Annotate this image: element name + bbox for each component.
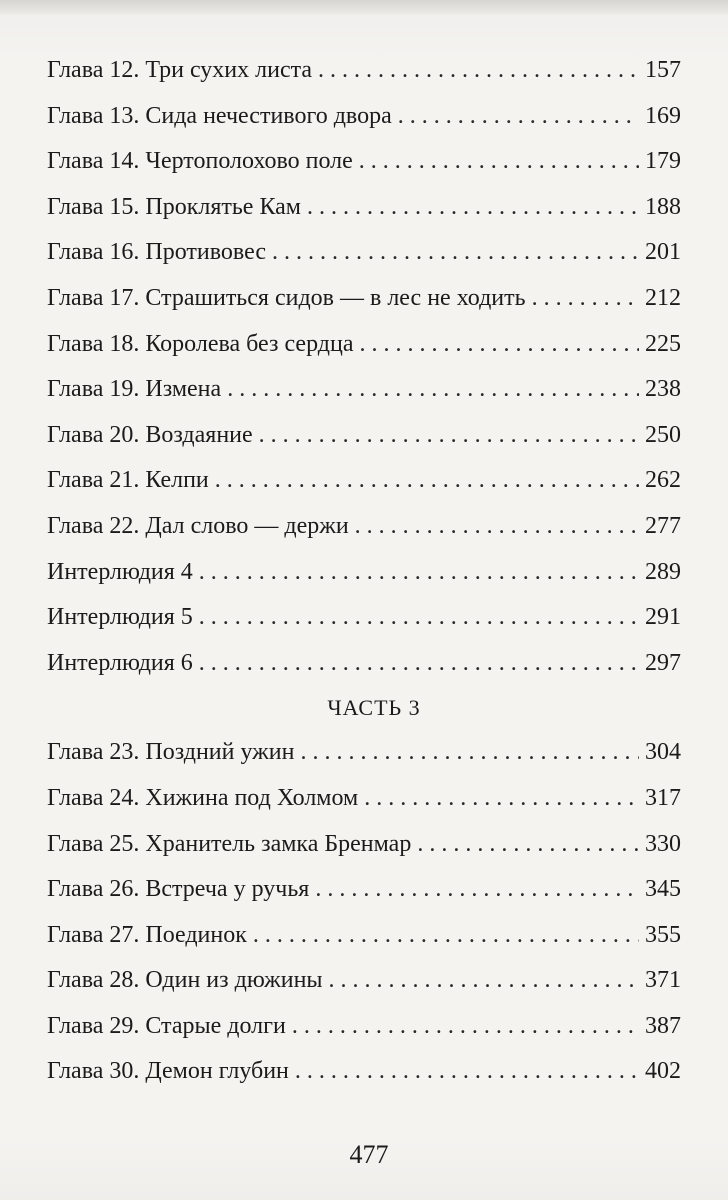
leader-dots: [295, 1049, 639, 1095]
toc-entry: [47, 413, 681, 459]
toc-entry: [47, 322, 681, 368]
toc-entry: [47, 776, 681, 822]
leader-dots: [532, 276, 639, 322]
leader-dots: [355, 504, 639, 550]
toc-entry-title: Глава 24. Хижина под Холмом: [47, 784, 359, 811]
toc-entry-page: 387: [645, 1012, 681, 1039]
leader-dots: [199, 550, 639, 596]
toc-entry-title: Глава 12. Три сухих листа: [47, 57, 313, 83]
toc-entry-page: 225: [645, 330, 681, 357]
toc-entry-page: 262: [645, 467, 681, 494]
leader-dots: [359, 322, 639, 368]
leader-dots: [359, 139, 639, 185]
toc-entry-title: Интерлюдия 6: [47, 649, 193, 676]
toc-entry: [47, 48, 681, 94]
toc-entry-page: 330: [645, 830, 681, 857]
toc-entry-page: 212: [645, 284, 681, 311]
toc-entry-title: Глава 25. Хранитель замка Бренмар: [47, 830, 412, 857]
toc-entry: [47, 958, 681, 1004]
leader-dots: [215, 458, 639, 504]
toc-entry-page: 297: [645, 649, 681, 676]
toc-entry-title: Глава 21. Келпи: [47, 467, 209, 494]
toc-entry-title: Глава 17. Страшиться сидов — в лес не ходить: [47, 284, 526, 311]
leader-dots: [199, 595, 639, 641]
toc-entry: [47, 730, 681, 776]
toc-entry-page: 250: [645, 421, 681, 448]
leader-dots: [199, 641, 639, 687]
toc-entry-title: Глава 22. Дал слово — держи: [47, 512, 349, 539]
toc-entry: [47, 458, 681, 504]
toc-entry-title: Глава 20. Воздаяние: [47, 421, 253, 448]
toc-entry: [47, 367, 681, 413]
toc-entry: [47, 822, 681, 868]
toc-entry: [47, 230, 681, 276]
toc-entry-title: Глава 19. Измена: [47, 376, 222, 403]
toc-entry: [47, 641, 681, 687]
toc-entry: [47, 276, 681, 322]
toc-entry: [47, 185, 681, 231]
toc-entry-page: 157: [645, 57, 681, 83]
toc-entry: [47, 504, 681, 550]
leader-dots: [253, 913, 639, 959]
toc-entry-title: Глава 28. Один из дюжины: [47, 967, 323, 994]
toc-entry-title: Глава 18. Королева без сердца: [47, 330, 354, 357]
toc-entry-title: Интерлюдия 5: [47, 604, 193, 631]
leader-dots: [318, 48, 639, 94]
toc-entry-page: 371: [645, 967, 681, 994]
toc-entry: [47, 550, 681, 596]
toc-entry-page: 317: [645, 784, 681, 811]
toc-entry-page: 289: [645, 558, 681, 585]
leader-dots: [315, 867, 639, 913]
page-number: 477: [349, 1140, 389, 1169]
toc-entry-page: 201: [645, 239, 681, 266]
toc-entry-page: 277: [645, 512, 681, 539]
toc-entry-page: 355: [645, 921, 681, 948]
toc-entry-title: Глава 14. Чертополохово поле: [47, 148, 353, 175]
toc-entry-page: 238: [645, 376, 681, 403]
toc-entry-title: Глава 26. Встреча у ручья: [47, 876, 310, 903]
toc-entry-title: Глава 30. Демон глубин: [47, 1058, 289, 1085]
leader-dots: [292, 1004, 639, 1050]
toc-entry-page: 304: [645, 739, 681, 766]
toc-entry-title: Глава 15. Проклятье Кам: [47, 193, 301, 220]
toc-entry-page: 179: [645, 148, 681, 175]
toc-entry-title: Глава 23. Поздний ужин: [47, 739, 295, 766]
part-heading: ЧАСТЬ 3: [327, 695, 421, 721]
leader-dots: [259, 413, 639, 459]
leader-dots: [329, 958, 639, 1004]
leader-dots: [417, 822, 639, 868]
toc-entry-page: 402: [645, 1058, 681, 1085]
toc-entry-page: 188: [645, 193, 681, 220]
toc-entry-title: Интерлюдия 4: [47, 558, 193, 585]
toc-entry: [47, 94, 681, 140]
leader-dots: [307, 185, 639, 231]
leader-dots: [272, 230, 639, 276]
toc-entry: [47, 139, 681, 185]
leader-dots: [364, 776, 639, 822]
toc-entry: [47, 913, 681, 959]
toc-entry-title: Глава 29. Старые долги: [47, 1012, 286, 1039]
leader-dots: [227, 367, 639, 413]
leader-dots: [300, 730, 639, 776]
toc-entry: [47, 1004, 681, 1050]
leader-dots: [398, 94, 639, 140]
toc-entry-page: 169: [645, 102, 681, 129]
toc-entry-title: Глава 16. Противовес: [47, 239, 266, 266]
toc-entry-page: 291: [645, 604, 681, 631]
toc-entry: [47, 867, 681, 913]
toc-entry: [47, 595, 681, 641]
toc-entry: [47, 1049, 681, 1095]
toc-entry-title: Глава 13. Сида нечестивого двора: [47, 102, 392, 129]
table-of-contents: [47, 48, 681, 1095]
toc-entry-title: Глава 27. Поединок: [47, 921, 247, 948]
page-top-edge: [0, 0, 728, 14]
toc-entry-page: 345: [645, 876, 681, 903]
